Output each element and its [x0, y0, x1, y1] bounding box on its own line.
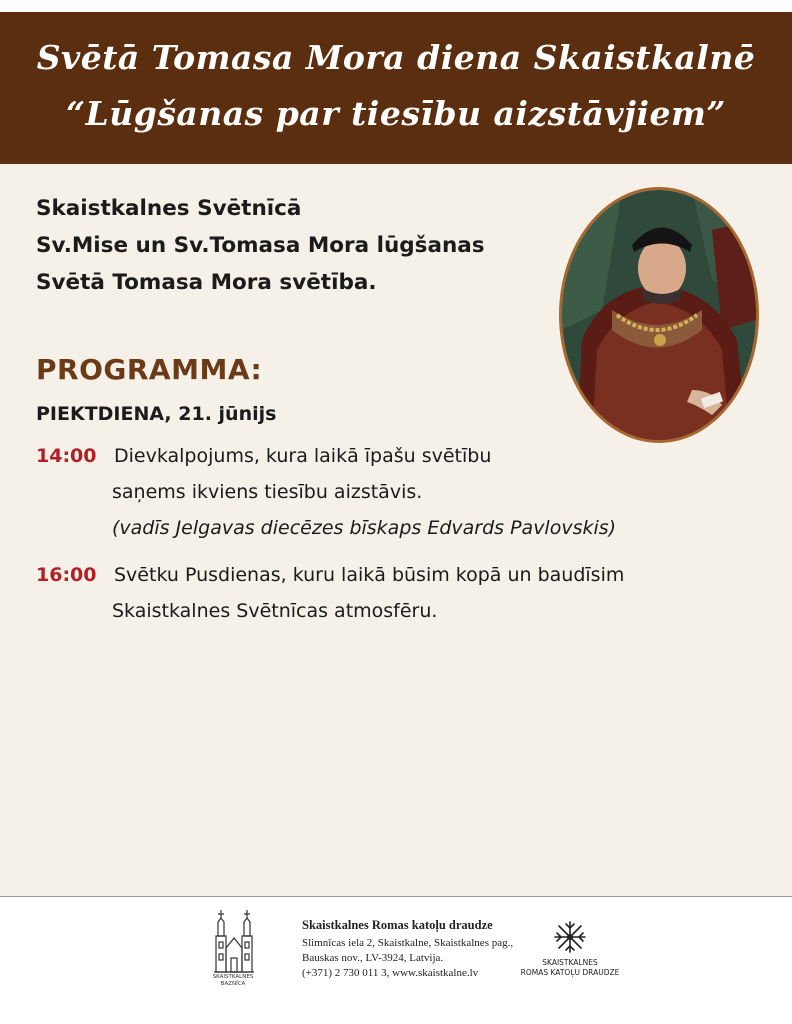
church-logo-caption [204, 974, 262, 988]
program-entry [36, 557, 624, 629]
intro-block [36, 190, 485, 301]
entry-text: Dievkalpojums, kura laikā īpašu svētību [114, 445, 492, 467]
entry-note: (vadīs Jelgavas diecēzes bīskaps Edvards Pavlovskis) [112, 517, 617, 539]
church-caption-line-1: SKAISTKALNES [212, 974, 254, 980]
parish-caption-line-1: SKAISTKALNES [542, 958, 598, 967]
program-day: PIEKTDIENA, 21. jūnijs [36, 403, 277, 425]
entry-text-cont: saņems ikviens tiesību aizstāvis. [112, 481, 423, 503]
address-line-1: Slimnīcas iela 2, Skaistkalne, Skaistkalnes pag., [302, 937, 514, 949]
header-banner [0, 12, 792, 164]
intro-line-3: Svētā Tomasa Mora svētība. [36, 270, 377, 295]
entry-text-cont: Skaistkalnes Svētnīcas atmosfēru. [112, 600, 438, 622]
title-line-2: “Lūgšanas par tiesību aizstāvjiem” [66, 94, 726, 133]
title-line-1: Svētā Tomasa Mora diena Skaistkalnē [36, 38, 756, 77]
contact-line: (+371) 2 730 011 3, www.skaistkalne.lv [302, 967, 479, 979]
entry-time: 14:00 [36, 445, 97, 467]
footer-contact-block [302, 918, 522, 981]
parish-caption-line-2: ROMAS KATOĻU DRAUDZE [520, 968, 620, 977]
church-icon [212, 908, 256, 984]
snowflake-cross-icon [553, 920, 587, 954]
portrait-image [559, 187, 759, 443]
church-caption-line-2: BAZNĪCA [220, 981, 246, 987]
entry-time: 16:00 [36, 564, 97, 586]
intro-line-1: Skaistkalnes Svētnīcā [36, 196, 302, 221]
intro-line-2: Sv.Mise un Sv.Tomasa Mora lūgšanas [36, 233, 485, 258]
footer-divider [0, 896, 792, 897]
program-entry [36, 438, 616, 546]
portrait-icon [562, 190, 756, 440]
entry-text: Svētku Pusdienas, kuru laikā būsim kopā un baudīsim [114, 564, 625, 586]
program-heading: PROGRAMMA: [36, 353, 263, 386]
address-line-2: Bauskas nov., LV-3924, Latvija. [302, 952, 444, 964]
org-name: Skaistkalnes Romas katoļu draudze [302, 918, 493, 932]
parish-logo-caption [514, 958, 626, 978]
